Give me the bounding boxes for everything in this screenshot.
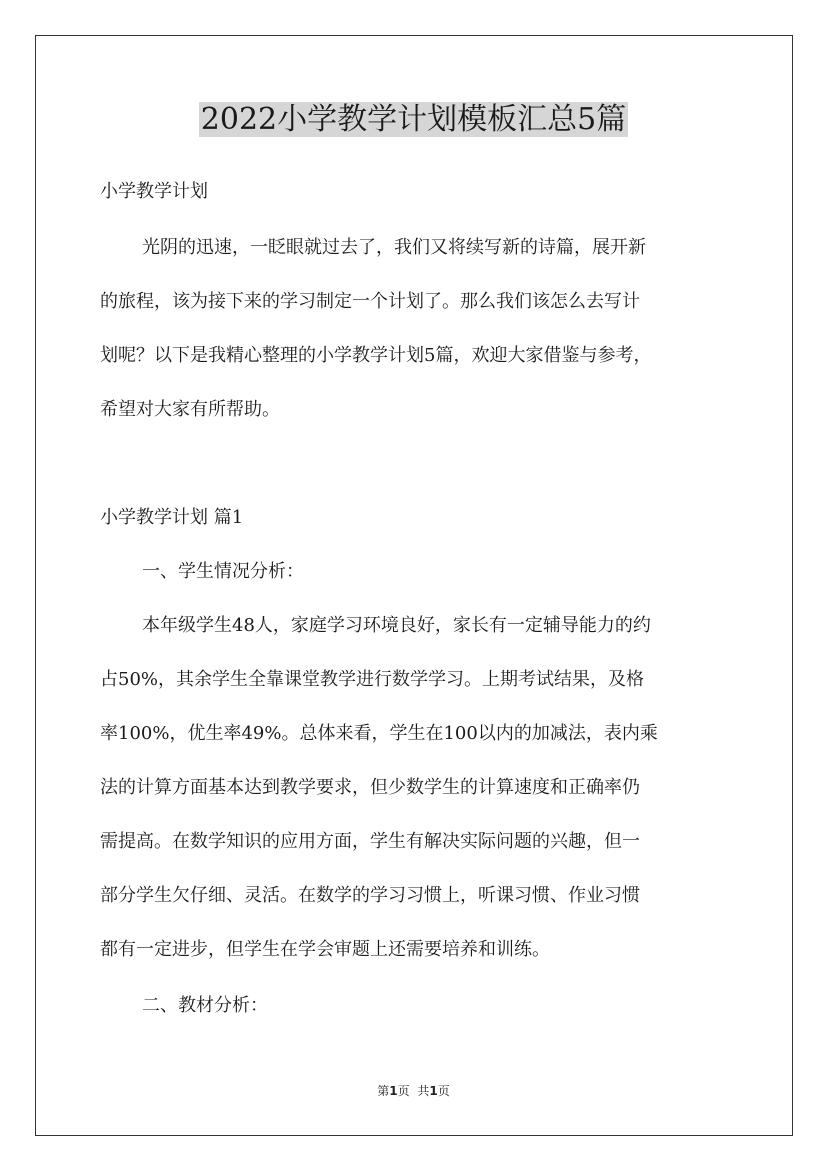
page-number: 第1页 xyxy=(377,1084,410,1098)
intro-paragraph-line: 光阴的迅速，一眨眼就过去了，我们又将续写新的诗篇，展开新 xyxy=(142,237,646,258)
page-total: 共1页 xyxy=(417,1084,450,1098)
body-paragraph-line: 法的计算方面基本达到教学要求，但少数学生的计算速度和正确率仍 xyxy=(100,777,640,798)
subheading-student-analysis: 一、学生情况分析： xyxy=(142,561,304,582)
document-title xyxy=(0,100,827,140)
document-title-text: 2022小学教学计划模板汇总5篇 xyxy=(200,102,627,137)
intro-paragraph-line: 划呢？以下是我精心整理的小学教学计划5篇，欢迎大家借鉴与参考， xyxy=(100,345,652,366)
subheading-textbook-analysis: 二、教材分析： xyxy=(142,995,268,1016)
intro-paragraph-line: 希望对大家有所帮助。 xyxy=(100,399,280,420)
article-heading: 小学教学计划 篇1 xyxy=(100,507,244,528)
body-paragraph-line: 本年级学生48人，家庭学习环境良好，家长有一定辅导能力的约 xyxy=(142,615,651,636)
body-paragraph-line: 率100%，优生率49%。总体来看，学生在100以内的加减法，表内乘 xyxy=(100,723,658,744)
page-footer xyxy=(0,1083,827,1099)
body-paragraph-line: 需提高。在数学知识的应用方面，学生有解决实际问题的兴趣，但一 xyxy=(100,831,640,852)
section-heading: 小学教学计划 xyxy=(100,181,208,202)
body-paragraph-line: 部分学生欠仔细、灵活。在数学的学习习惯上，听课习惯、作业习惯 xyxy=(100,885,640,906)
intro-paragraph-line: 的旅程，该为接下来的学习制定一个计划了。那么我们该怎么去写计 xyxy=(100,291,640,312)
body-paragraph-line: 都有一定进步，但学生在学会审题上还需要培养和训练。 xyxy=(100,939,550,960)
body-paragraph-line: 占50%，其余学生全靠课堂教学进行数学学习。上期考试结果，及格 xyxy=(100,669,645,690)
